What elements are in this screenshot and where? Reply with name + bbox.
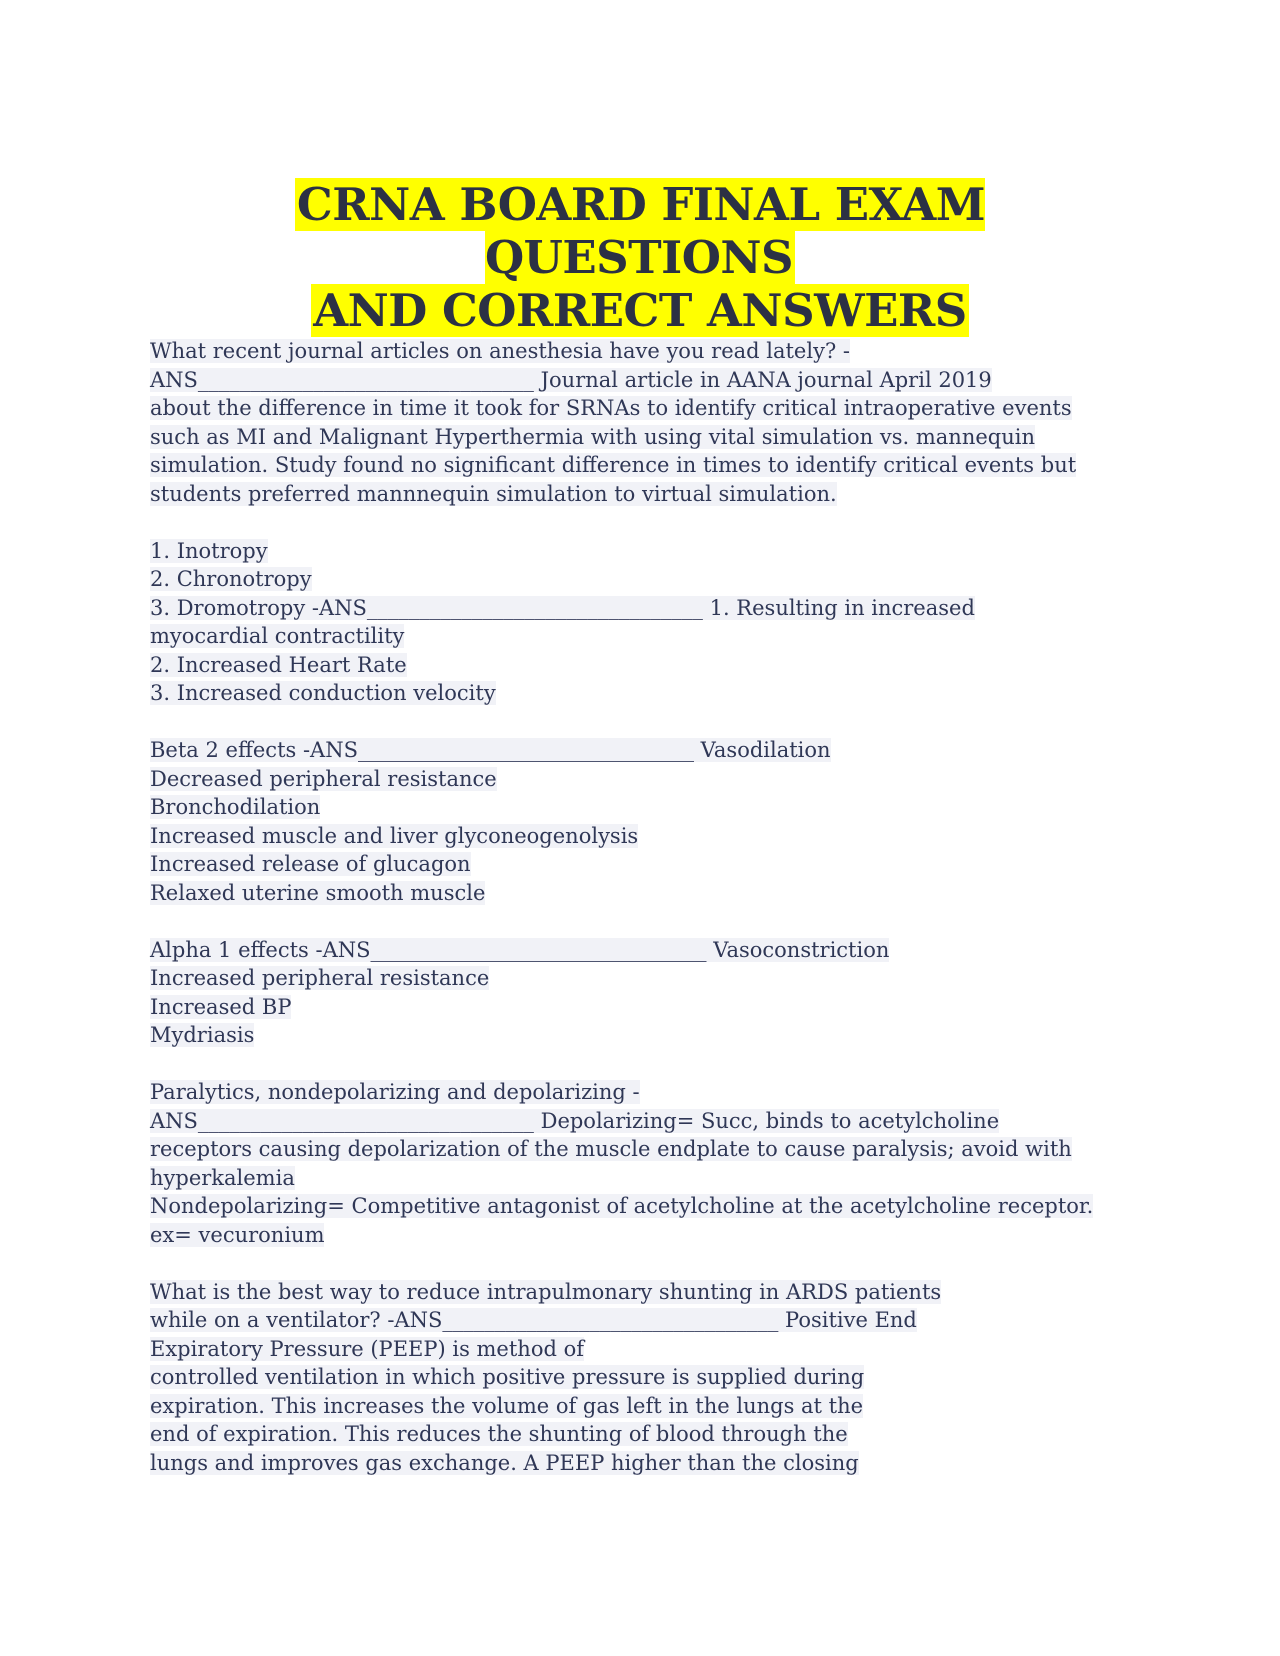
text-line: Bronchodilation <box>150 795 321 819</box>
text-line: hyperkalemia <box>150 1165 295 1190</box>
qa-block-paralytics <box>150 1078 1150 1249</box>
text-line: myocardial contractility <box>150 624 405 648</box>
text-line: while on a ventilator? -ANS________________________________ Positive End <box>150 1308 917 1332</box>
text-line: students preferred mannnequin simulation to virtual simulation. <box>150 481 837 506</box>
title-line-2: AND CORRECT ANSWERS <box>313 284 967 337</box>
qa-block-peep <box>150 1278 1150 1478</box>
text-line: Increased peripheral resistance <box>150 966 490 990</box>
qa-block-alpha-1 <box>150 936 1150 1050</box>
text-line: simulation. Study found no significant difference in times to identify critical events but <box>150 453 1077 477</box>
text-line: such as MI and Malignant Hyperthermia with using vital simulation vs. mannequin <box>150 424 1035 449</box>
text-line: expiration. This increases the volume of gas left in the lungs at the <box>150 1393 864 1418</box>
text-line: ANS________________________________ Journal article in AANA journal April 2019 <box>150 367 992 392</box>
text-line: ex= vecuronium <box>150 1222 325 1247</box>
text-line: about the difference in time it took for SRNAs to identify critical intraoperative events <box>150 396 1072 420</box>
text-line: Increased muscle and liver glyconeogenolysis <box>150 823 639 848</box>
text-line: What is the best way to reduce intrapulmonary shunting in ARDS patients <box>150 1279 942 1304</box>
text-line: 2. Increased Heart Rate <box>150 652 407 677</box>
text-line: controlled ventilation in which positive pressure is supplied during <box>150 1365 865 1389</box>
text-line: 1. Inotropy <box>150 538 268 563</box>
text-line: Relaxed uterine smooth muscle <box>150 880 486 905</box>
text-line: 2. Chronotropy <box>150 567 312 591</box>
title-line-1: CRNA BOARD FINAL EXAM QUESTIONS <box>296 178 986 284</box>
text-line: Paralytics, nondepolarizing and depolarizing - <box>150 1080 640 1104</box>
text-line: Alpha 1 effects -ANS________________________________ Vasoconstriction <box>150 937 890 962</box>
qa-block-inotropy <box>150 537 1150 708</box>
qa-block-beta-2 <box>150 736 1150 907</box>
text-line: Expiratory Pressure (PEEP) is method of <box>150 1336 584 1361</box>
text-line: end of expiration. This reduces the shunting of blood through the <box>150 1422 848 1446</box>
text-line: Increased release of glucagon <box>150 852 471 876</box>
text-line: What recent journal articles on anesthesia have you read lately? - <box>150 339 850 363</box>
document-title <box>150 178 1130 337</box>
document-body <box>150 337 1150 1506</box>
text-line: Beta 2 effects -ANS________________________________ Vasodilation <box>150 738 831 762</box>
text-line: 3. Increased conduction velocity <box>150 681 496 705</box>
qa-block-journal-articles <box>150 337 1150 508</box>
text-line: ANS________________________________ Depolarizing= Succ, binds to acetylcholine <box>150 1108 1000 1133</box>
text-line: Nondepolarizing= Competitive antagonist of acetylcholine at the acetylcholine receptor. <box>150 1194 1094 1218</box>
text-line: receptors causing depolarization of the muscle endplate to cause paralysis; avoid with <box>150 1137 1072 1161</box>
text-line: Mydriasis <box>150 1023 255 1047</box>
text-line: Increased BP <box>150 994 292 1019</box>
text-line: lungs and improves gas exchange. A PEEP higher than the closing <box>150 1450 859 1475</box>
text-line: Decreased peripheral resistance <box>150 766 497 791</box>
text-line: 3. Dromotropy -ANS________________________________ 1. Resulting in increased <box>150 595 975 620</box>
